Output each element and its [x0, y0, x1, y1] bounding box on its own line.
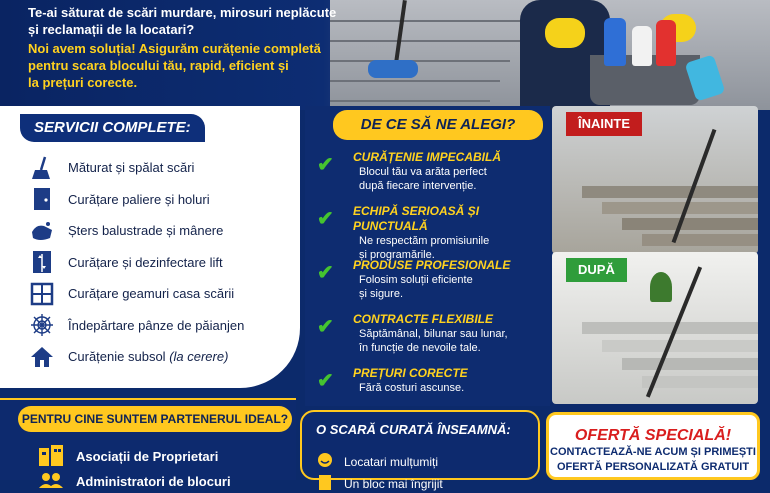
- why-item-desc: în funcție de nevoile tale.: [359, 342, 481, 354]
- why-item-desc: după fiecare intervenție.: [359, 180, 477, 192]
- glove-icon: [545, 18, 585, 48]
- hero-banner: [0, 0, 770, 110]
- clean-means-title: O SCARĂ CURATĂ ÎNSEAMNĂ:: [316, 422, 511, 437]
- hero-answer-line: pentru scara blocului tău, rapid, eficient și: [28, 58, 289, 73]
- why-us-title: DE CE SĂ NE ALEGI?: [333, 110, 543, 140]
- special-offer-box[interactable]: [546, 412, 760, 480]
- smile-icon: [316, 452, 334, 471]
- why-item-desc: Blocul tău va arăta perfect: [359, 166, 487, 178]
- checkmark-icon: ✔: [317, 262, 334, 284]
- mop-head-icon: [368, 60, 418, 78]
- checkmark-icon: ✔: [317, 316, 334, 338]
- hero-question: [28, 4, 348, 38]
- why-item-title: PREȚURI CORECTE: [353, 366, 468, 380]
- why-item-desc: Folosim soluții eficiente: [359, 274, 473, 286]
- bottle-icon: [632, 26, 652, 66]
- before-label: ÎNAINTE: [566, 112, 642, 136]
- clean-means-item: [316, 474, 443, 493]
- window-icon: [30, 282, 54, 306]
- cleaning-hand-icon: [30, 219, 54, 243]
- before-photo: [552, 106, 758, 254]
- partner-item: [38, 472, 231, 491]
- elevator-icon: [30, 250, 54, 274]
- partner-label: Administratori de blocuri: [76, 474, 231, 489]
- partners-panel: [0, 398, 296, 489]
- after-label: DUPĂ: [566, 258, 627, 282]
- clean-means-label: Un bloc mai îngrijit: [344, 476, 443, 491]
- why-item-desc: și programările.: [359, 249, 435, 261]
- why-item-title: PRODUSE PROFESIONALE: [353, 258, 511, 272]
- offer-line: CONTACTEAZĂ-NE ACUM ȘI PRIMEȘTI: [550, 446, 756, 458]
- why-item-desc: și sigure.: [359, 288, 404, 300]
- people-icon: [38, 472, 64, 491]
- services-panel: [0, 106, 300, 388]
- partners-title: PENTRU CINE SUNTEM PARTENERUL IDEAL?: [18, 406, 292, 432]
- clean-means-item: [316, 452, 438, 471]
- partner-label: Asociații de Proprietari: [76, 449, 219, 464]
- service-label-text: Curățenie subsol: [68, 349, 166, 365]
- checkmark-icon: ✔: [317, 208, 334, 230]
- service-label: Măturat și spălat scări: [68, 160, 195, 176]
- services-list: [30, 152, 290, 373]
- service-item: [30, 184, 290, 216]
- hero-text: [28, 4, 348, 91]
- service-label: Curățare și dezinfectare lift: [68, 254, 223, 270]
- services-title: SERVICII COMPLETE:: [20, 114, 205, 142]
- service-label: [68, 349, 228, 364]
- after-photo: [552, 252, 758, 404]
- building-icon: [38, 444, 64, 469]
- service-item: [30, 247, 290, 279]
- service-label: Șters balustrade și mânere: [68, 223, 224, 239]
- building-icon: [316, 474, 334, 493]
- checkmark-icon: ✔: [317, 370, 334, 392]
- service-item: [30, 310, 290, 342]
- why-item-desc: Săptămânal, bilunar sau lunar,: [359, 328, 508, 340]
- why-us-panel: [305, 106, 550, 406]
- offer-line: OFERTĂ PERSONALIZATĂ GRATUIT: [556, 461, 750, 473]
- why-item-title: CONTRACTE FLEXIBILE: [353, 312, 493, 326]
- why-item: [313, 312, 548, 366]
- door-icon: [30, 187, 54, 211]
- service-item: [30, 278, 290, 310]
- service-label: Curățare paliere și holuri: [68, 191, 210, 207]
- spray-bottle-icon: [656, 20, 676, 66]
- why-item: [313, 150, 548, 204]
- broom-icon: [30, 156, 54, 180]
- service-item: [30, 152, 290, 184]
- why-item: [313, 258, 548, 312]
- service-label: Îndepărtare pânze de păianjen: [68, 317, 245, 333]
- why-item: [313, 204, 548, 261]
- service-label-note: (la cerere): [169, 349, 229, 365]
- why-item-desc: Fără costuri ascunse.: [359, 382, 465, 394]
- hero-answer-line: la prețuri corecte.: [28, 75, 138, 90]
- service-label: Curățare geamuri casa scării: [68, 286, 235, 302]
- house-icon: [30, 345, 54, 369]
- service-item: [30, 215, 290, 247]
- plant-icon: [650, 272, 672, 302]
- partner-item: [38, 444, 218, 469]
- clean-means-label: Locatari mulțumiți: [344, 454, 439, 469]
- why-item-title: CURĂȚENIE IMPECABILĂ: [353, 150, 502, 164]
- why-item-title: ECHIPĂ SERIOASĂ ȘI PUNCTUALĂ: [353, 204, 480, 233]
- clean-means-panel: [300, 410, 540, 491]
- hero-answer-line: Noi avem soluția! Asigurăm curățenie completă: [28, 41, 321, 56]
- offer-title: OFERTĂ SPECIALĂ!: [574, 427, 732, 444]
- service-item: [30, 341, 290, 373]
- why-item-desc: Ne respectăm promisiunile: [359, 235, 490, 247]
- spray-bottle-icon: [604, 18, 626, 66]
- hero-answer: [28, 40, 348, 91]
- hero-question-line: și reclamații de la locatari?: [28, 22, 195, 37]
- spiderweb-icon: [30, 313, 54, 337]
- hero-question-line: Te-ai săturat de scări murdare, mirosuri neplăcute: [28, 5, 337, 20]
- why-us-list: [313, 150, 548, 420]
- checkmark-icon: ✔: [317, 154, 334, 176]
